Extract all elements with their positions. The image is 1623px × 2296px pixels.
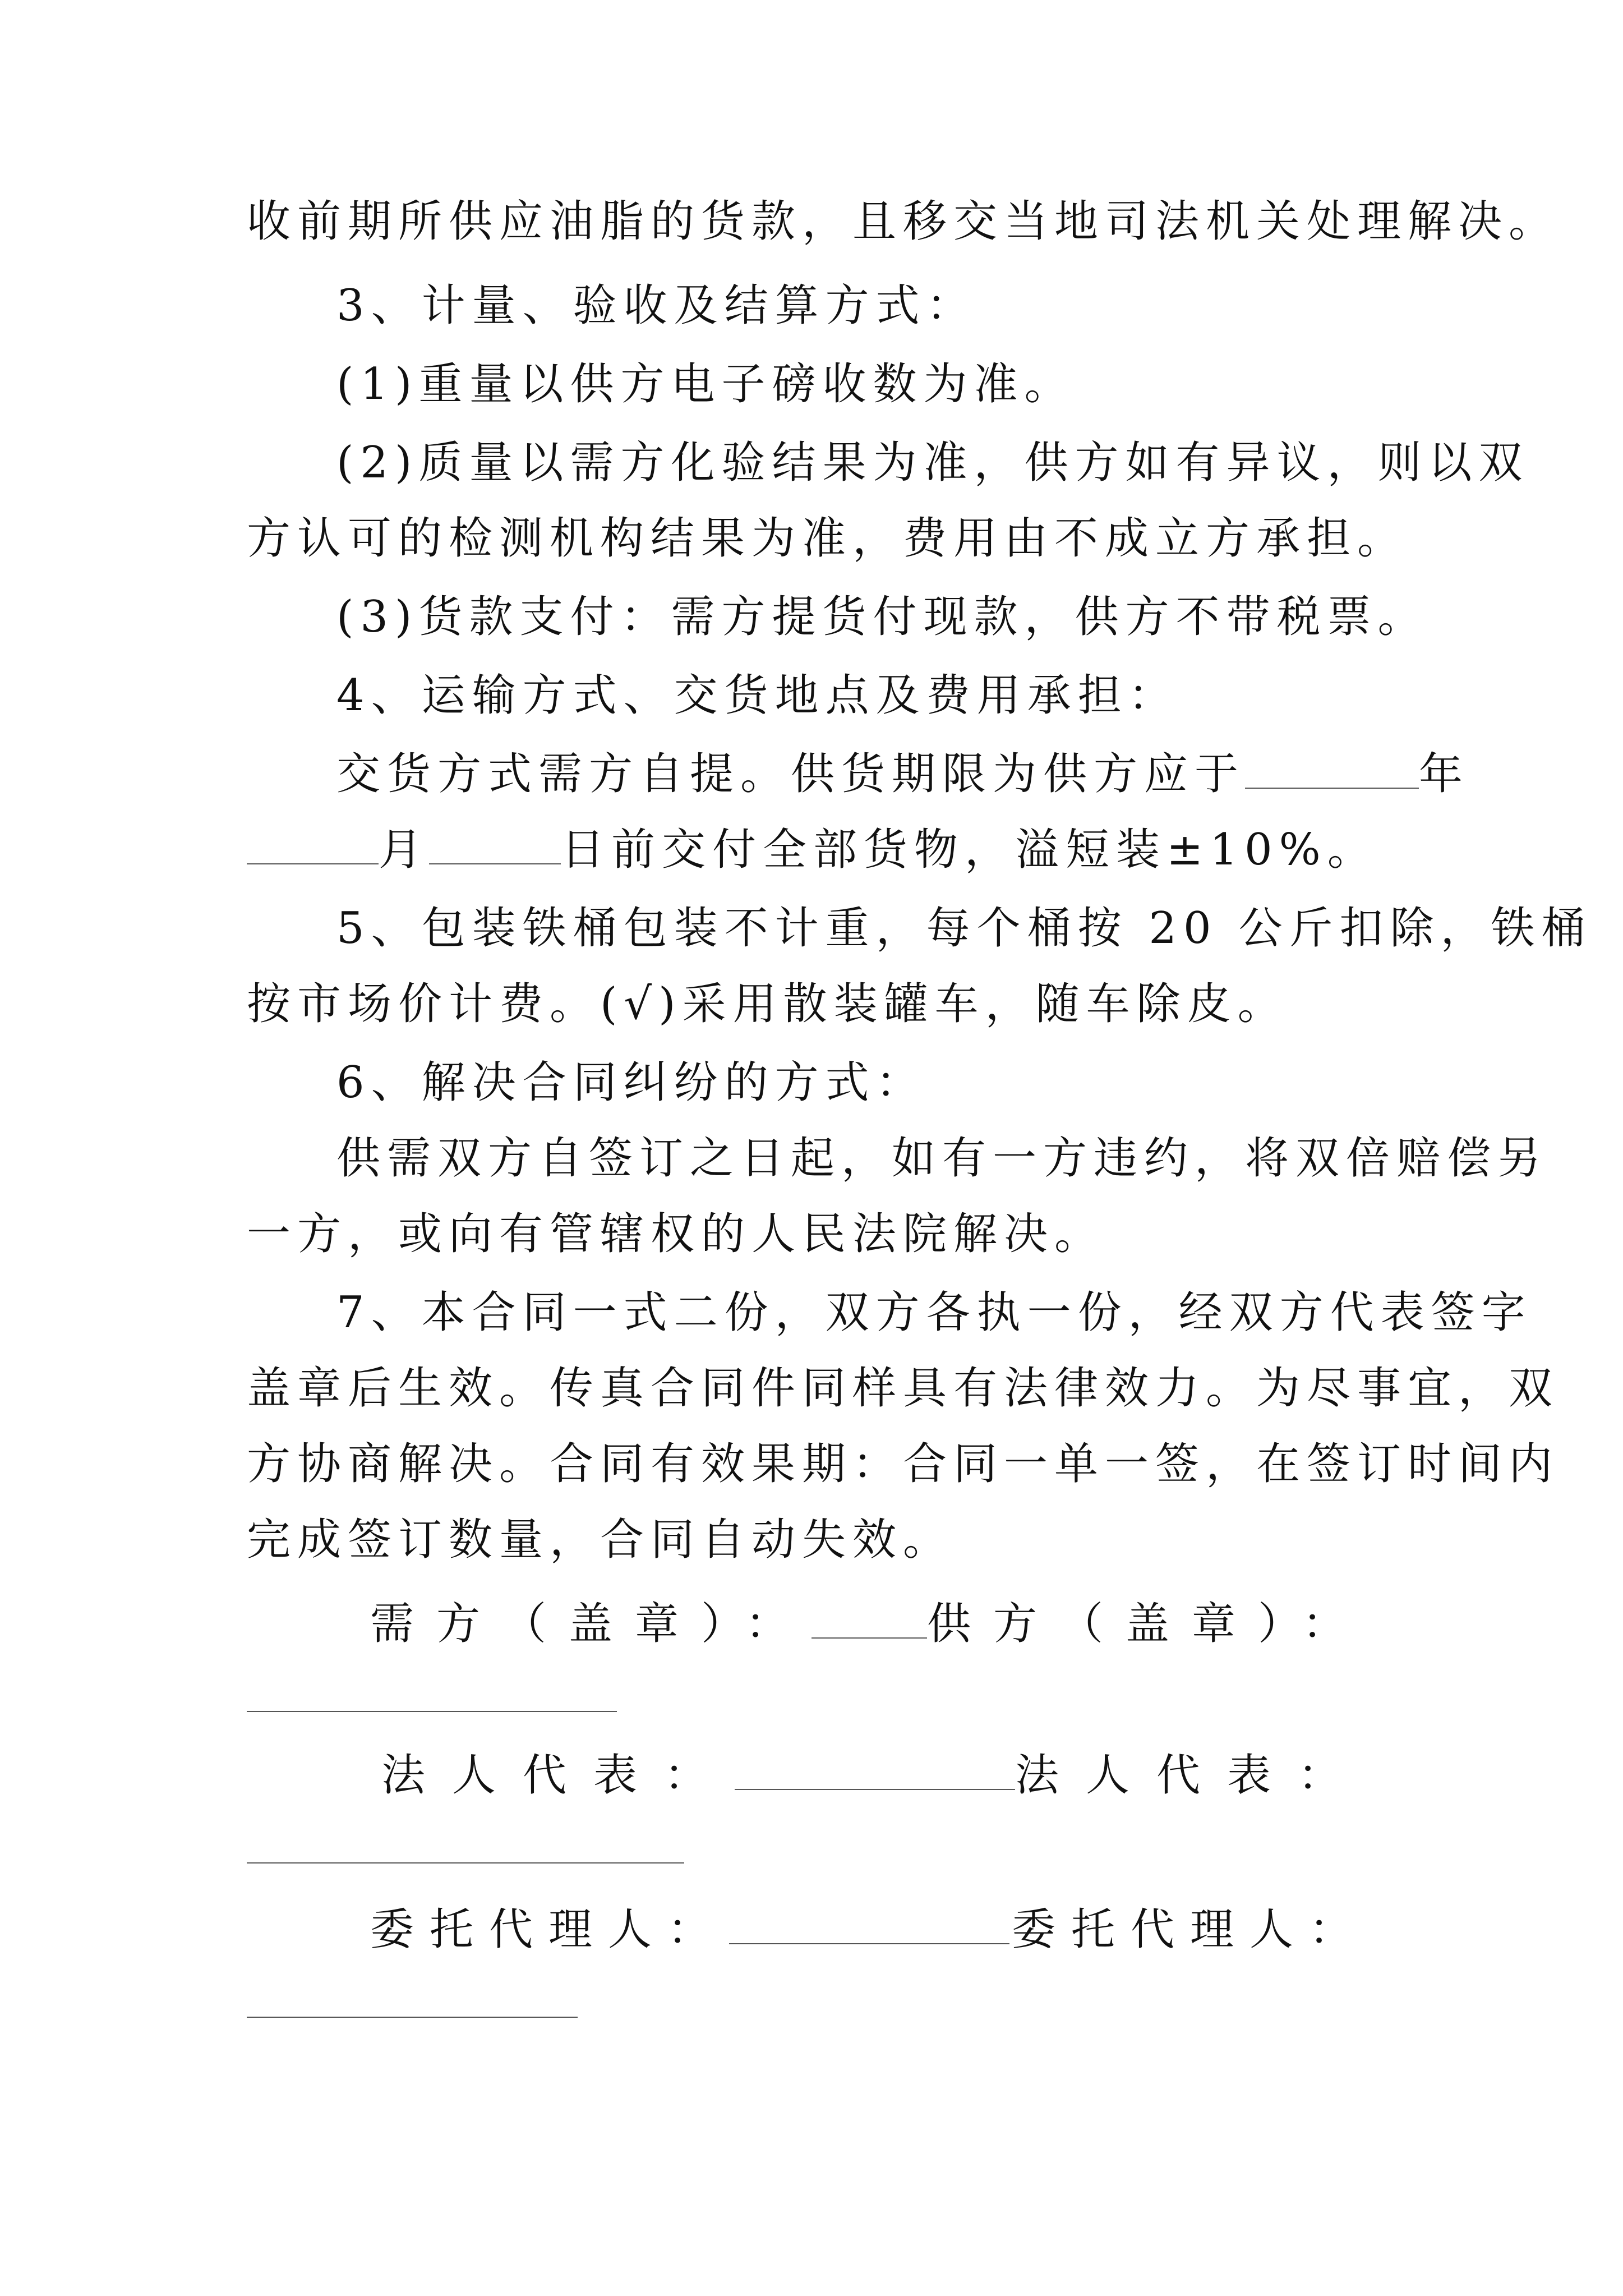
section-7-line4: 完成签订数量，合同自动失效。 <box>247 1515 954 1565</box>
buyer-legal-label: 法人代表： <box>381 1750 735 1801</box>
dispute-line2: 一方，或向有管辖权的人民法院解决。 <box>247 1209 1105 1259</box>
section-5-line1: 5、包装铁桶包装不计重，每个桶按 20 公斤扣除，铁桶 <box>336 903 1592 954</box>
section-3-heading: 3、计量、验收及结算方式： <box>336 280 977 331</box>
agent-row <box>247 1902 1368 1958</box>
buyer-legal-blank[interactable] <box>735 1750 1015 1790</box>
clause-3-2-line1: (2)质量以需方化验结果为准，供方如有异议，则以双 <box>336 438 1529 488</box>
buyer-seal-blank[interactable] <box>811 1598 927 1639</box>
buyer-agent-blank[interactable] <box>729 1904 1009 1944</box>
year-label: 年 <box>1419 749 1470 799</box>
month-blank[interactable] <box>247 824 379 864</box>
seller-seal-blank[interactable] <box>247 1711 617 1712</box>
paragraph-payment-end: 收前期所供应油脂的货款，且移交当地司法机关处理解决。 <box>247 196 1560 247</box>
buyer-seal-label: 需方（盖章）： <box>370 1599 812 1649</box>
dispute-line1: 供需双方自签订之日起，如有一方违约，将双倍赔偿另 <box>336 1133 1548 1184</box>
clause-3-2-line2: 方认可的检测机构结果为准，费用由不成立方承担。 <box>247 513 1408 564</box>
section-7-line3: 方协商解决。合同有效果期：合同一单一签，在签订时间内 <box>247 1439 1560 1489</box>
delivery-terms-rest: 日前交付全部货物，溢短装±10%。 <box>561 825 1378 875</box>
section-4-heading: 4、运输方式、交货地点及费用承担： <box>336 670 1179 721</box>
delivery-terms-line2 <box>247 822 1378 878</box>
buyer-agent-label: 委托代理人： <box>370 1904 727 1955</box>
seller-legal-blank[interactable] <box>247 1862 684 1864</box>
seller-agent-label: 委托代理人： <box>1011 1904 1368 1955</box>
year-blank[interactable] <box>1245 748 1419 789</box>
seller-seal-label: 供方（盖章）： <box>926 1599 1368 1649</box>
section-7-line1: 7、本合同一式二份，双方各执一份，经双方代表签字 <box>336 1287 1532 1338</box>
section-7-line2: 盖章后生效。传真合同件同样具有法律效力。为尽事宜，双 <box>247 1363 1560 1414</box>
section-6-heading: 6、解决合同纠纷的方式： <box>336 1057 926 1108</box>
clause-3-1: (1)重量以供方电子磅收数为准。 <box>336 359 1075 409</box>
clause-3-3: (3)货款支付：需方提货付现款，供方不带税票。 <box>336 592 1428 642</box>
month-label: 月 <box>379 825 430 875</box>
legal-rep-row <box>247 1747 1368 1803</box>
seller-agent-blank[interactable] <box>247 2017 578 2018</box>
delivery-terms-line1 <box>336 746 1469 802</box>
section-5-line2: 按市场价计费。(√)采用散装罐车，随车除皮。 <box>247 979 1288 1029</box>
seal-row <box>247 1596 1368 1652</box>
seller-legal-label: 法人代表： <box>1015 1750 1368 1801</box>
day-blank[interactable] <box>429 824 561 864</box>
delivery-terms-text: 交货方式需方自提。供货期限为供方应于 <box>336 749 1246 799</box>
